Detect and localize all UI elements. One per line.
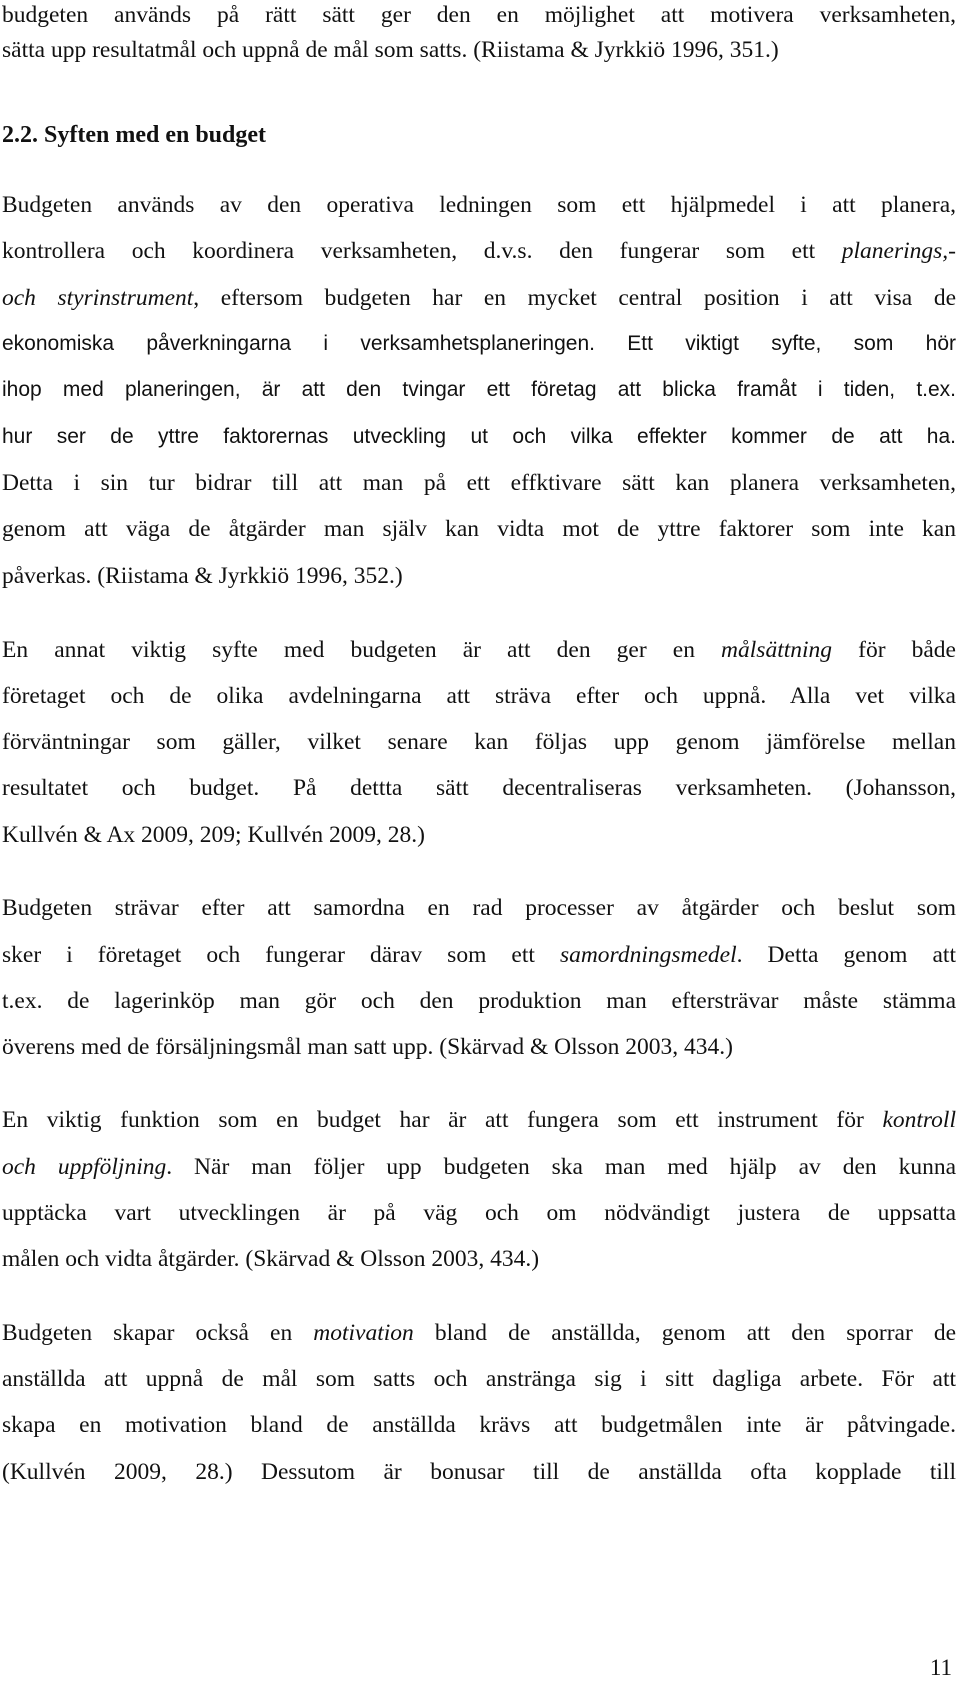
text-run: upptäcka vart utvecklingen är på väg och om nödvändigt justera de uppsatta: [2, 1200, 956, 1226]
text-line: [2, 375, 956, 405]
text-run: Budgeten strävar efter att samordna en rad processer av åtgärder och beslut som: [2, 895, 956, 921]
text-line: [2, 1152, 956, 1182]
text-run: , eftersom budgeten har en mycket central position i att visa de: [193, 285, 956, 311]
text-line: [2, 561, 956, 591]
text-run: förväntningar som gäller, vilket senare kan följas upp genom jämförelse mellan: [2, 729, 956, 755]
text-run: sätta upp resultatmål och uppnå de mål som satts. (Riistama & Jyrkkiö 1996, 351.): [2, 37, 779, 63]
italic-term: och uppföljning: [2, 1154, 167, 1180]
text-run: (Kullvén 2009, 28.) Dessutom är bonusar till de anställda ofta kopplade till: [2, 1459, 956, 1485]
text-line: [2, 1364, 956, 1394]
text-run: kontrollera och koordinera verksamheten, d.v.s.: [2, 238, 560, 264]
text-run: sker i företaget och fungerar därav som ett: [2, 942, 560, 968]
text-run: hur ser de yttre faktorernas utveckling ut och vilka effekter kommer de att ha.: [2, 425, 956, 448]
italic-term: målsättning: [721, 637, 833, 663]
text-line: [2, 1410, 956, 1440]
page-number: 11: [929, 1655, 952, 1680]
text-run: . När man följer upp budgeten ska man med hjälp av den kunna: [166, 1154, 956, 1180]
text-run: genom att väga de åtgärder man själv kan vidta mot de yttre faktorer som inte kan: [2, 516, 956, 542]
text-line: [2, 468, 956, 498]
text-run: Budgeten skapar också en: [2, 1320, 314, 1346]
text-run: Budgeten används av den operativa ledningen som ett hjälpmedel i att planera,: [2, 192, 956, 218]
text-line: [2, 236, 956, 266]
italic-term: och styrinstrument: [2, 285, 194, 311]
text-run: skapa en motivation bland de anställda krävs att budgetmålen inte är påtvingade.: [2, 1412, 956, 1438]
text-run: företaget och de olika avdelningarna att sträva efter och uppnå. Alla vet vilka: [2, 683, 956, 709]
text-line: [2, 422, 956, 452]
text-line: [2, 0, 956, 30]
text-line: [2, 190, 956, 220]
text-line: [2, 1105, 956, 1135]
text-run: anställda att uppnå de mål som satts och anstränga sig i sitt dagliga arbete. För att: [2, 1366, 956, 1392]
italic-term: kontroll: [882, 1107, 956, 1133]
text-run: den fungerar som ett: [559, 238, 842, 264]
text-run: Detta i sin tur bidrar till att man på ett effktivare sätt kan planera verksamheten,: [2, 470, 956, 496]
text-run: . Detta genom att: [736, 942, 956, 968]
text-line: [2, 1318, 956, 1348]
text-run: 2.2. Syften med en budget: [2, 122, 267, 148]
text-line: [2, 1457, 956, 1487]
text-line: [2, 940, 956, 970]
italic-term: planerings,-: [841, 238, 956, 264]
italic-term: motivation: [313, 1320, 414, 1346]
text-line: [2, 635, 956, 665]
text-line: [2, 35, 956, 65]
text-line: [2, 986, 956, 1016]
text-line: [2, 773, 956, 803]
text-line: [2, 514, 956, 544]
text-line: [2, 820, 956, 850]
section-heading: [2, 120, 956, 150]
text-run: En viktig funktion som en budget har är att fungera som ett instrument för: [2, 1107, 883, 1133]
text-run: budgeten används på rätt sätt ger den en möjlighet att motivera verksamheten,: [2, 2, 956, 28]
text-line: [2, 1198, 956, 1228]
italic-term: samordningsmedel: [559, 942, 737, 968]
text-run: påverkas. (Riistama & Jyrkkiö 1996, 352.): [2, 563, 403, 589]
text-run: för både: [832, 637, 956, 663]
text-line: [2, 1244, 956, 1274]
text-run: ekonomiska påverkningarna i verksamhetsplaneringen. Ett viktigt syfte, som hör: [2, 332, 956, 355]
text-run: ihop med planeringen, är att den tvingar ett företag att blicka framåt i tiden, t.ex.: [2, 378, 956, 401]
text-run: En annat viktig syfte med budgeten är att den ger en: [2, 637, 722, 663]
text-line: [2, 1032, 956, 1062]
text-run: t.ex. de lagerinköp man gör och den produktion man eftersträvar måste stämma: [2, 988, 956, 1014]
text-line: [2, 329, 956, 359]
text-run: målen och vidta åtgärder. (Skärvad & Olsson 2003, 434.): [2, 1246, 540, 1272]
text-line: [2, 727, 956, 757]
text-run: bland de anställda, genom att den sporrar de: [413, 1320, 956, 1346]
text-run: överens med de försäljningsmål man satt upp. (Skärvad & Olsson 2003, 434.): [2, 1034, 733, 1060]
text-run: resultatet och budget. På dettta sätt decentraliseras verksamheten. (Johansson,: [2, 775, 956, 801]
text-line: [2, 283, 956, 313]
text-run: Kullvén & Ax 2009, 209; Kullvén 2009, 28.): [2, 822, 425, 848]
text-line: [2, 681, 956, 711]
text-line: [2, 893, 956, 923]
